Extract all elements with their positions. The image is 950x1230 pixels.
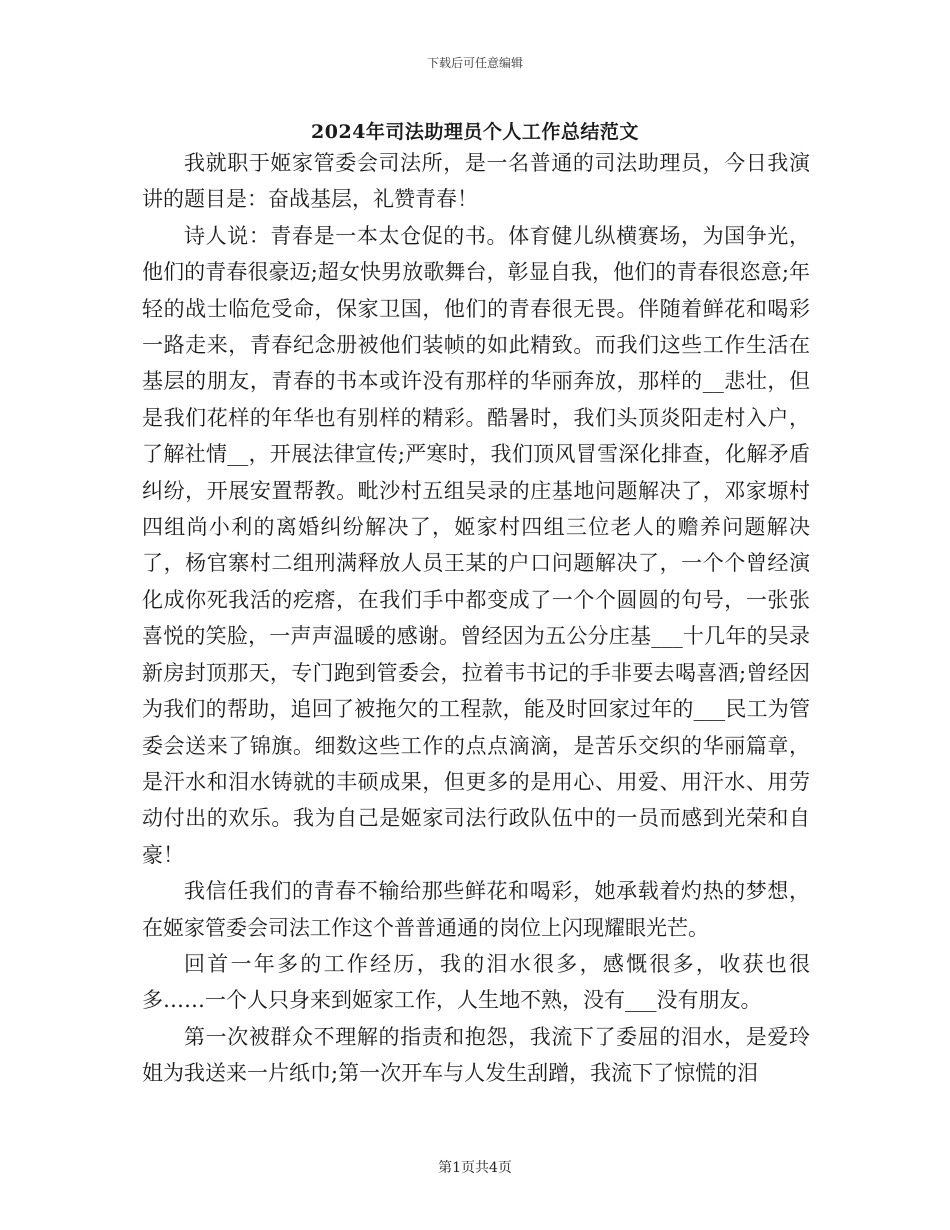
paragraph: 第一次被群众不理解的指责和抱怨，我流下了委屈的泪水，是爱玲姐为我送来一片纸巾;第一次开车与人发生刮蹭，我流下了惊慌的泪 — [142, 1024, 810, 1086]
paragraph: 诗人说：青春是一本太仓促的书。体育健儿纵横赛场，为国争光，他们的青春很豪迈;超女快男放歌舞台，彰显自我，他们的青春很恣意;年轻的战士临危受命，保家卫国，他们的青春很无畏。伴随着鲜花和喝彩一路走来，青春纪念册被他们装帧的如此精致。而我们这些工作生活在基层的朋友，青春的书本或许没有那样的华丽奔放，那样的__悲壮，但是我们花样的年华也有别样的精彩。酷暑时，我们头顶炎阳走村入户，了解社情__，开展法律宣传;严寒时，我们顶风冒雪深化排查，化解矛盾纠纷，开展安置帮教。毗沙村五组吴录的庄基地问题解决了，邓家塬村四组尚小利的离婚纠纷解决了，姬家村四组三位老人的赡养问题解决了，杨官寨村二组刑满释放人员王某的户口问题解决了，一个个曾经演化成你死我活的疙瘩，在我们手中都变成了一个个圆圆的句号，一张张喜悦的笑脸，一声声温暖的感谢。曾经因为五公分庄基___十几年的吴录新房封顶那天，专门跑到管委会，拉着韦书记的手非要去喝喜酒;曾经因为我们的帮助，追回了被拖欠的工程款，能及时回家过年的___民工为管委会送来了锦旗。细数这些工作的点点滴滴，是苦乐交织的华丽篇章，是汗水和泪水铸就的丰硕成果，但更多的是用心、用爱、用汗水、用劳动付出的欢乐。我为自己是姬家司法行政队伍中的一员而感到光荣和自豪！ — [142, 223, 810, 867]
document-title: 2024年司法助理员个人工作总结范文 — [311, 121, 639, 143]
document-body — [142, 145, 810, 1092]
paragraph: 我就职于姬家管委会司法所，是一名普通的司法助理员，今日我演讲的题目是：奋战基层，礼赞青春！ — [142, 151, 810, 212]
paragraph: 回首一年多的工作经历，我的泪水很多，感慨很多，收获也很多……一个人只身来到姬家工作，人生地不熟，没有___没有朋友。 — [142, 951, 810, 1013]
header-note: 下载后可任意编辑 — [426, 56, 523, 70]
paragraph: 我信任我们的青春不输给那些鲜花和喝彩，她承载着灼热的梦想，在姬家管委会司法工作这个普普通通的岗位上闪现耀眼光芒。 — [142, 879, 810, 940]
page-number: 第1页共4页 — [438, 1160, 512, 1176]
